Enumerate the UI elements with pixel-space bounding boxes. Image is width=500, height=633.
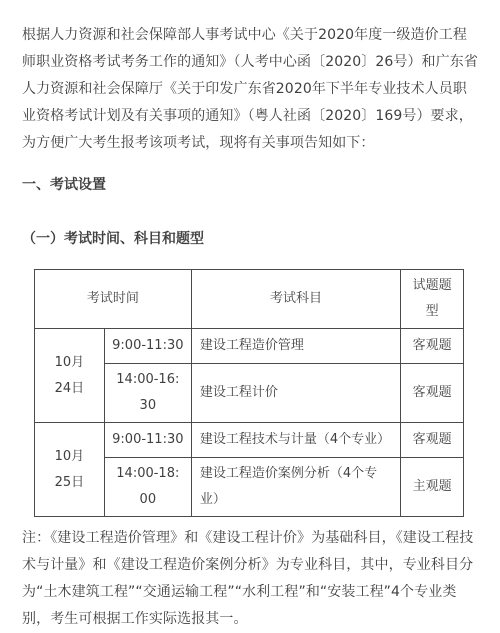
question-type-cell: 客观题	[401, 423, 464, 458]
subject-cell: 建设工程计价	[191, 364, 400, 423]
time-cell: 9:00-11:30	[104, 423, 191, 458]
subject-cell: 建设工程造价案例分析（4个专业）	[191, 458, 400, 517]
time-cell: 9:00-11:30	[104, 329, 191, 364]
date-cell: 10月24日	[35, 329, 105, 423]
section-heading-exam-setup: 一、考试设置	[22, 177, 106, 193]
question-type-cell: 客观题	[401, 329, 464, 364]
table-note: 注：《建设工程造价管理》和《建设工程计价》为基础科目，《建设工程技术与计量》和《建设工程造价案例分析》为专业科目，其中，专业科目分为“土木建筑工程”“交通运输工程”“水利工程”和“安装工程”4个专业类别，考生可根据工作实际选报其一。	[22, 530, 474, 627]
table-row	[35, 423, 464, 458]
table-row	[35, 329, 464, 364]
time-cell: 14:00-18:00	[104, 458, 191, 517]
header-exam-time: 考试时间	[35, 270, 192, 329]
header-question-type: 试题题型	[401, 270, 464, 329]
subject-cell: 建设工程技术与计量（4个专业）	[191, 423, 400, 458]
date-cell: 10月25日	[35, 423, 105, 517]
question-type-cell: 主观题	[401, 458, 464, 517]
time-cell: 14:00-16:30	[104, 364, 191, 423]
subject-cell: 建设工程造价管理	[191, 329, 400, 364]
question-type-cell: 客观题	[401, 364, 464, 423]
intro-paragraph: 根据人力资源和社会保障部人事考试中心《关于2020年度一级造价工程师职业资格考试考务工作的通知》（人考中心函〔2020〕26号）和广东省人力资源和社会保障厅《关于印发广东省2020年下半年专业技术人员职业资格考试计划及有关事项的通知》（粤人社函〔2020〕169号）要求，为方便广大考生报考该项考试，现将有关事项告知如下：	[22, 27, 478, 151]
header-exam-subject: 考试科目	[191, 270, 400, 329]
subsection-heading-time-subjects: （一）考试时间、科目和题型	[22, 231, 204, 247]
table-header-row	[35, 270, 464, 329]
exam-schedule-table	[34, 269, 464, 517]
